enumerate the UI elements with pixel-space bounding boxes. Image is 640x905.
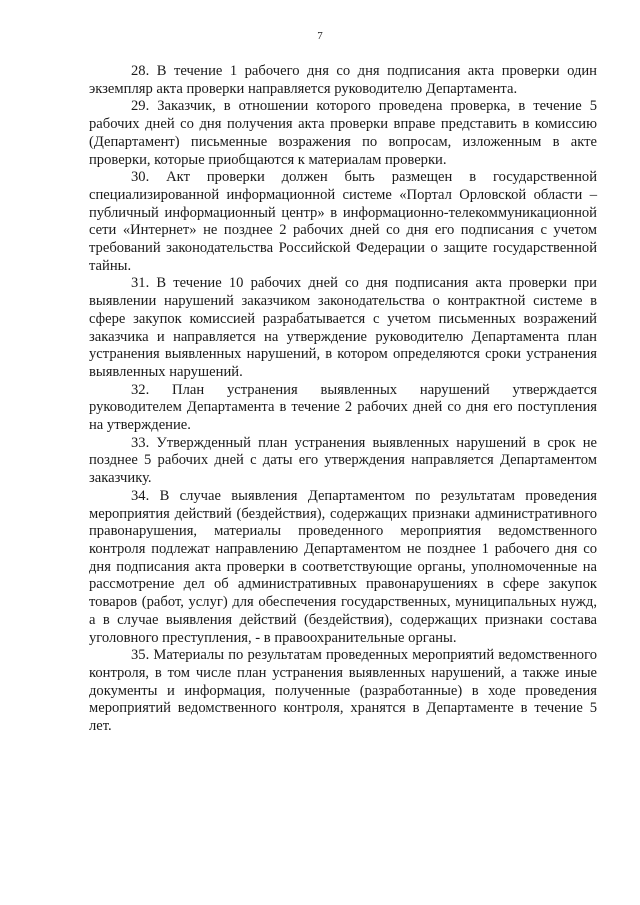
paragraph-35: 35. Материалы по результатам проведенных мероприятий ведомственного контроля, в том числе план устранения выявленных нарушений, а также иные документы и информация, полученные (разработанные) в ходе проведения мероприятий ведомственного контроля, хранятся в Департаменте в течение 5 лет.	[89, 647, 597, 735]
paragraph-31: 31. В течение 10 рабочих дней со дня подписания акта проверки при выявлении нарушений заказчиком законодательства о контрактной системе в сфере закупок комиссией разрабатывается с учетом письменных возражений заказчика и направляется на утверждение руководителю Департамента план устранения выявленных нарушений, в котором определяются сроки устранения выявленных нарушений.	[89, 275, 597, 380]
paragraph-33: 33. Утвержденный план устранения выявленных нарушений в срок не позднее 5 рабочих дней с даты его утверждения направляется Департаментом заказчику.	[89, 434, 597, 487]
document-body	[89, 63, 597, 736]
paragraph-28: 28. В течение 1 рабочего дня со дня подписания акта проверки один экземпляр акта проверки направляется руководителю Департамента.	[89, 63, 597, 97]
paragraph-30: 30. Акт проверки должен быть размещен в государственной специализированной информационной системе «Портал Орловской области – публичный информационный центр» в информационно-телекоммуникационной сети «Интернет» не позднее 2 рабочих дней со дня его подписания с учетом требований законодательства Российской Федерации о защите государственной тайны.	[89, 169, 597, 274]
paragraph-32: 32. План устранения выявленных нарушений утверждается руководителем Департамента в течение 2 рабочих дней со дня его поступления на утверждение.	[89, 381, 597, 434]
paragraph-34: 34. В случае выявления Департаментом по результатам проведения мероприятия действий (бездействия), содержащих признаки административного правонарушения, материалы проведенного мероприятия ведомственного контроля подлежат направлению Департаментом не позднее 1 рабочего дня со дня подписания акта проверки в соответствующие органы, уполномоченные на рассмотрение дел об административных правонарушениях в сфере закупок товаров (работ, услуг) для обеспечения государственных, муниципальных нужд, а в случае выявления действий (бездействия), содержащих признаки состава уголовного преступления, - в правоохранительные органы.	[89, 487, 597, 646]
paragraph-29: 29. Заказчик, в отношении которого проведена проверка, в течение 5 рабочих дней со дня получения акта проверки вправе представить в комиссию (Департамент) письменные возражения по вопросам, изложенным в акте проверки, которые приобщаются к материалам проверки.	[89, 98, 597, 168]
page-number: 7	[317, 30, 323, 42]
